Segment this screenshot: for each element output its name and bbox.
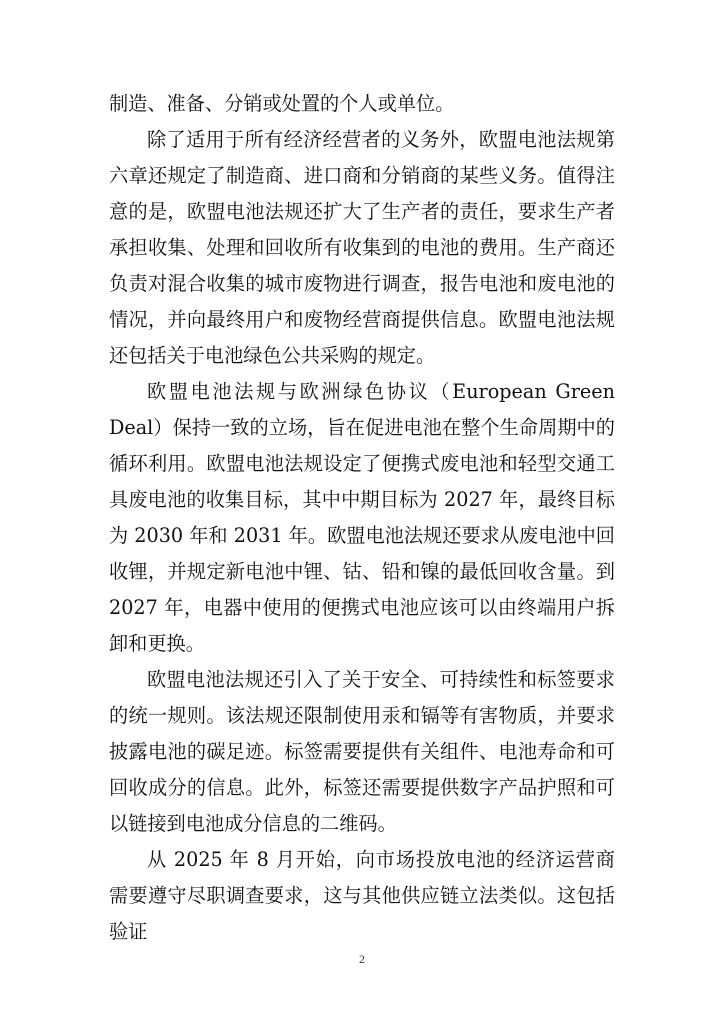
body-text <box>109 86 615 950</box>
paragraph-continuation: 制造、准备、分销或处置的个人或单位。 <box>109 92 455 115</box>
paragraph-safety-labeling: 欧盟电池法规还引入了关于安全、可持续性和标签要求的统一规则。该法规还限制使用汞和镉等有害物质，并要求披露电池的碳足迹。标签需要提供有关组件、电池寿命和可回收成分的信息。此外，标签还需要提供数字产品护照和可以链接到电池成分信息的二维码。 <box>109 668 615 835</box>
page-number: 2 <box>359 952 365 966</box>
paragraph-producer-obligations: 除了适用于所有经济经营者的义务外，欧盟电池法规第六章还规定了制造商、进口商和分销商的某些义务。值得注意的是，欧盟电池法规还扩大了生产者的责任，要求生产者承担收集、处理和回收所有收集到的电池的费用。生产商还负责对混合收集的城市废物进行调查，报告电池和废电池的情况，并向最终用户和废物经营商提供信息。欧盟电池法规还包括关于电池绿色公共采购的规定。 <box>109 128 615 367</box>
paragraph-due-diligence: 从 2025 年 8 月开始，向市场投放电池的经济运营商需要遵守尽职调查要求，这与其他供应链立法类似。这包括验证 <box>109 848 615 943</box>
paragraph-green-deal: 欧盟电池法规与欧洲绿色协议（European Green Deal）保持一致的立场，旨在促进电池在整个生命周期中的循环利用。欧盟电池法规设定了便携式废电池和轻型交通工具废电池的收集目标，其中中期目标为 2027 年，最终目标为 2030 年和 2031 年。欧盟电池法规还要求从废电池中回收锂，并规定新电池中锂、钴、铅和镍的最低回收含量。到 2027 年，电器中使用的便携式电池应该可以由终端用户拆卸和更换。 <box>109 380 615 655</box>
